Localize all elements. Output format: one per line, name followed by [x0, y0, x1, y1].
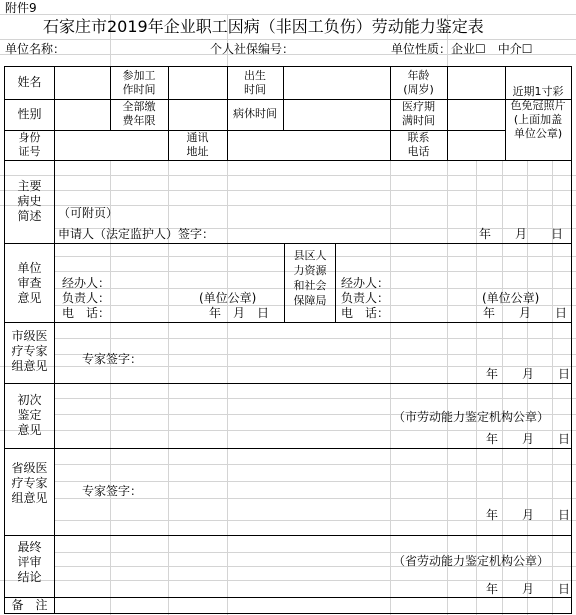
province-expert-date: 年 月 日 [486, 508, 571, 522]
address-label-1: 通讯 [186, 131, 209, 144]
history-label-3: 简述 [17, 209, 42, 223]
county-label-4: 保障局 [293, 294, 327, 307]
unit-nature-label: 单位性质：企业☐ 中介☐ [391, 42, 533, 56]
final-label-3: 结论 [17, 570, 42, 584]
contribution-label-1: 全部缴 [122, 100, 156, 113]
gender-label: 性别 [17, 107, 42, 121]
unit-seal-label: (单位公章) [199, 291, 257, 305]
initial-label-3: 意见 [17, 423, 42, 437]
phone-label-2: 电话 [407, 145, 430, 158]
photo-note-1: 近期1寸彩 [512, 85, 564, 98]
medical-period-label-1: 医疗期 [402, 100, 435, 113]
attach-note: （可附页） [58, 206, 119, 220]
province-expert-signature-label: 专家签字： [82, 484, 143, 498]
birth-label-2: 时间 [244, 83, 266, 96]
province-expert-label-3: 组意见 [11, 491, 48, 505]
medical-period-label-2: 满时间 [402, 114, 435, 127]
phone-label-1: 联系 [407, 131, 430, 144]
county-responsible-label: 负责人： [341, 291, 390, 305]
city-expert-label-3: 组意见 [11, 359, 48, 373]
unit-review-date: 年 月 日 [209, 306, 270, 320]
county-label-1: 县区人 [293, 249, 327, 262]
age-label-1: 年龄 [407, 69, 430, 82]
province-expert-label-1: 省级医 [11, 461, 48, 475]
city-agency-seal-label: （市劳动能力鉴定机构公章） [393, 410, 550, 424]
sick-leave-label: 病休时间 [233, 107, 277, 120]
county-phone-label: 电 话： [341, 306, 390, 320]
unit-name-label: 单位名称： [5, 42, 66, 56]
initial-date: 年 月 日 [486, 432, 571, 446]
photo-note-2: 色免冠照片 [510, 99, 566, 112]
form-title: 石家庄市2019年企业职工因病（非因工负伤）劳动能力鉴定表 [43, 17, 484, 36]
unit-handler-label: 经办人： [62, 276, 111, 290]
county-handler-label: 经办人： [341, 276, 390, 290]
city-expert-label-1: 市级医 [11, 329, 48, 343]
initial-label-1: 初次 [17, 393, 42, 407]
name-label: 姓名 [17, 75, 42, 89]
county-review-date: 年 月 日 [483, 306, 568, 320]
work-start-label-1: 参加工 [122, 69, 156, 82]
final-label-1: 最终 [17, 540, 42, 554]
county-label-2: 力资源 [293, 264, 327, 277]
unit-phone-label: 电 话： [62, 306, 111, 320]
unit-review-label-2: 审查 [17, 276, 42, 290]
annex-label: 附件9 [5, 1, 37, 15]
unit-review-label-3: 意见 [17, 291, 42, 305]
province-agency-seal-label: （省劳动能力鉴定机构公章） [393, 554, 550, 568]
unit-review-label-1: 单位 [17, 261, 42, 275]
city-expert-signature-label: 专家签字： [82, 352, 143, 366]
county-label-3: 和社会 [293, 279, 327, 292]
history-label-2: 病史 [17, 194, 42, 208]
remarks-label: 备 注 [11, 598, 48, 612]
age-label-2: (周岁) [403, 83, 434, 96]
photo-note-3: (上面加盖 [513, 113, 563, 126]
final-date: 年 月 日 [486, 582, 571, 596]
final-label-2: 评审 [17, 555, 42, 569]
photo-note-4: 单位公章) [513, 127, 563, 140]
work-start-label-2: 作时间 [122, 83, 156, 96]
id-label-2: 证号 [18, 145, 41, 158]
history-date: 年 月 日 [479, 227, 564, 241]
city-expert-label-2: 疗专家 [11, 344, 48, 358]
county-seal-label: (单位公章) [482, 291, 540, 305]
history-label-1: 主要 [17, 179, 42, 193]
contribution-label-2: 费年限 [122, 114, 156, 127]
birth-label-1: 出生 [244, 69, 266, 82]
city-expert-date: 年 月 日 [486, 367, 571, 381]
province-expert-label-2: 疗专家 [11, 476, 48, 490]
initial-label-2: 鉴定 [17, 408, 42, 422]
address-label-2: 地址 [186, 145, 209, 158]
unit-responsible-label: 负责人： [62, 291, 111, 305]
applicant-signature-label: 申请人（法定监护人）签字： [58, 227, 215, 241]
social-security-label: 个人社保编号： [210, 42, 295, 56]
id-label-1: 身份 [18, 131, 41, 144]
